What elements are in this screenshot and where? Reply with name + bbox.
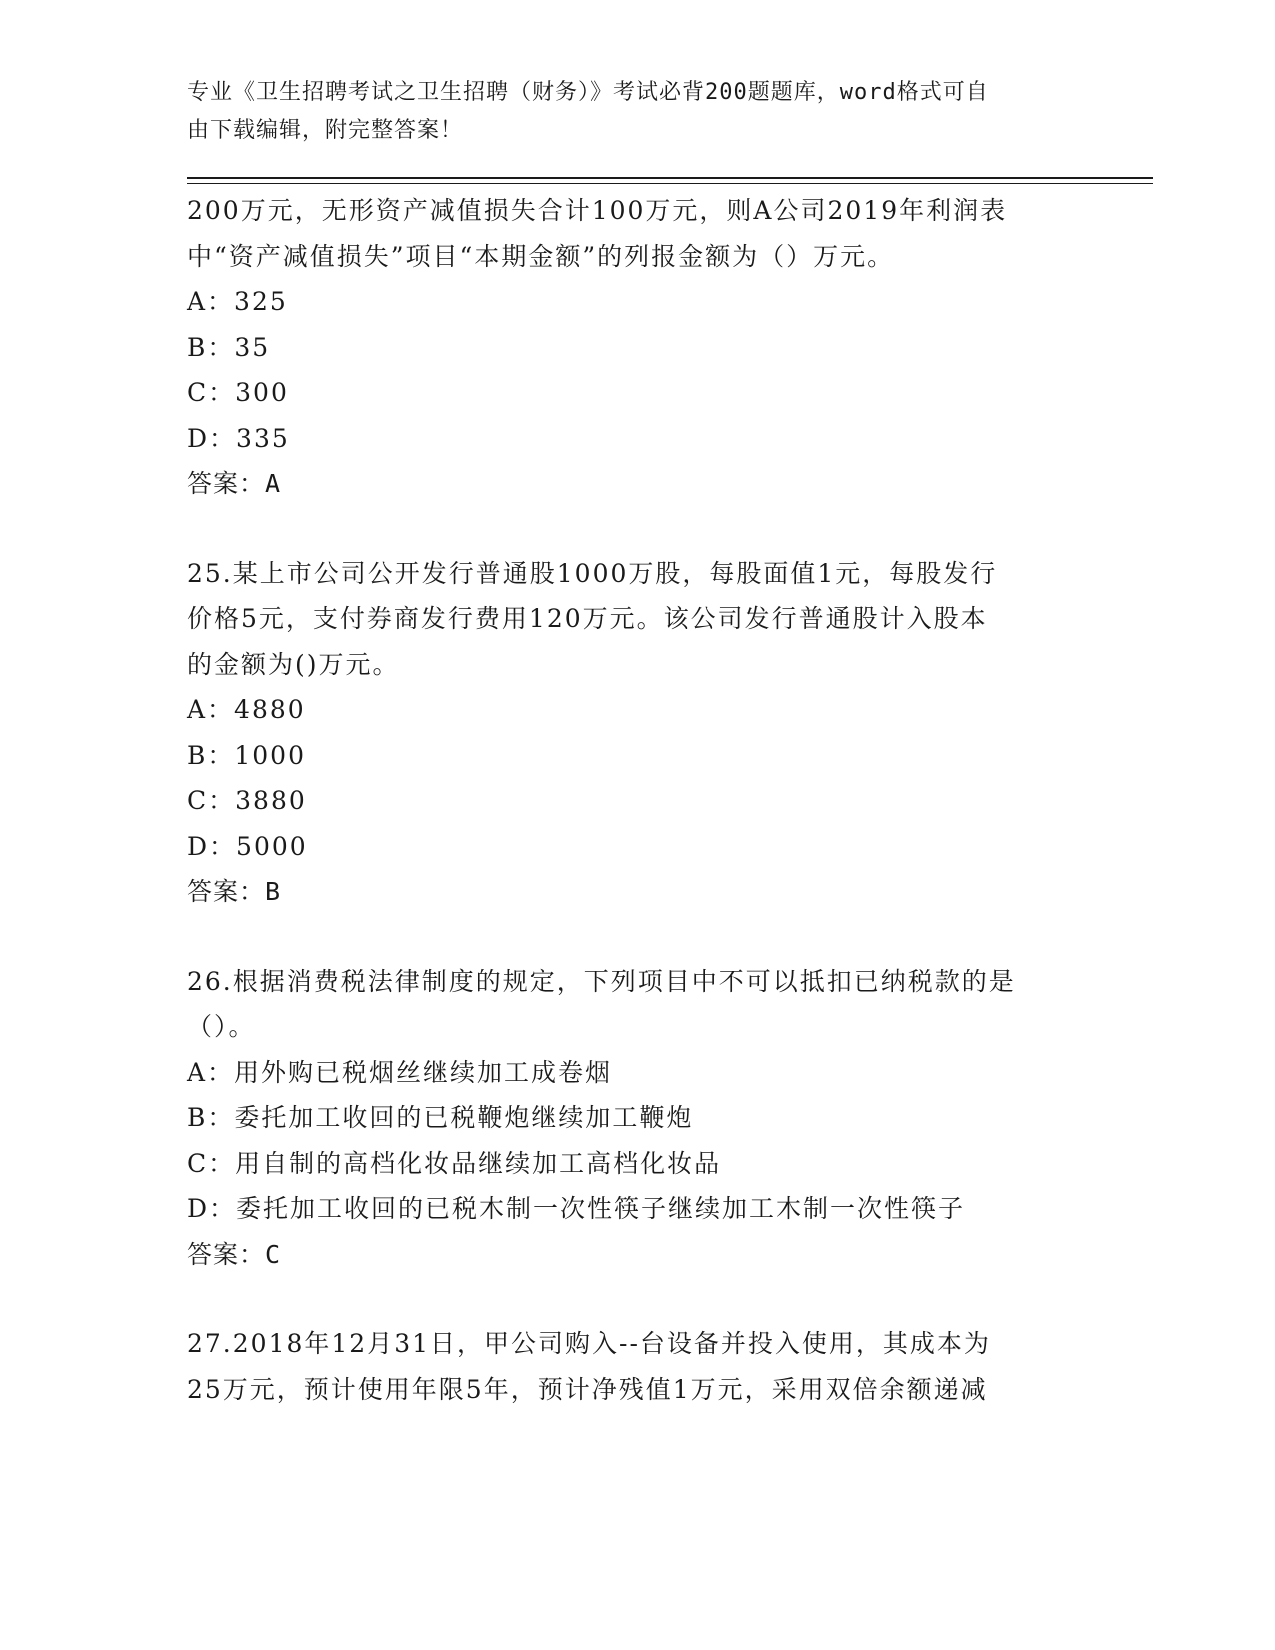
header-divider-thin: [187, 183, 1153, 184]
option-d: D：335: [187, 423, 290, 453]
option-a: A：4880: [187, 695, 306, 724]
option-a: A：325: [187, 287, 288, 316]
answer-label: 答案：B: [187, 877, 282, 906]
spacer: [187, 1277, 1087, 1321]
question-text: 价格5元，支付券商发行费用120万元。该公司发行普通股计入股本: [187, 604, 988, 633]
option-b: B：35: [187, 332, 271, 362]
option-b: B：1000: [187, 740, 306, 770]
header-divider: [187, 177, 1153, 179]
option-b: B：委托加工收回的已税鞭炮继续加工鞭炮: [187, 1103, 694, 1132]
spacer: [187, 915, 1087, 959]
question-text: 中“资产减值损失”项目“本期金额”的列报金额为（）万元。: [187, 241, 895, 271]
question-block: [187, 959, 1087, 1278]
question-text: 200万元，无形资产减值损失合计100万元，则A公司2019年利润表: [187, 196, 1008, 225]
question-text: 25万元，预计使用年限5年，预计净残值1万元，采用双倍余额递减: [187, 1374, 988, 1404]
question-text: 25.某上市公司公开发行普通股1000万股，每股面值1元，每股发行: [187, 558, 998, 588]
question-list: [187, 188, 1087, 1412]
question-block: [187, 551, 1087, 915]
header-line: 由下载编辑，附完整答案！: [187, 118, 464, 143]
option-c: C：用自制的高档化妆品继续加工高档化妆品: [187, 1148, 722, 1178]
question-block: [187, 1321, 1087, 1412]
header-line: 专业《卫生招聘考试之卫生招聘（财务）》考试必背200题题库，word格式可自: [187, 80, 989, 105]
question-text: 26.根据消费税法律制度的规定，下列项目中不可以抵扣已纳税款的是: [187, 966, 1016, 996]
question-text: （）。: [187, 1012, 256, 1041]
option-d: D：5000: [187, 831, 308, 861]
answer-label: 答案：A: [187, 469, 282, 498]
answer-label: 答案：C: [187, 1239, 282, 1269]
option-c: C：300: [187, 378, 289, 407]
question-text: 27.2018年12月31日，甲公司购入--台设备并投入使用，其成本为: [187, 1329, 991, 1358]
option-c: C：3880: [187, 786, 307, 815]
document-header: [187, 74, 1067, 150]
question-block: [187, 188, 1087, 507]
option-a: A：用外购已税烟丝继续加工成卷烟: [187, 1057, 613, 1087]
question-text: 的金额为()万元。: [187, 649, 400, 679]
option-d: D：委托加工收回的已税木制一次性筷子继续加工木制一次性筷子: [187, 1194, 966, 1223]
spacer: [187, 507, 1087, 551]
